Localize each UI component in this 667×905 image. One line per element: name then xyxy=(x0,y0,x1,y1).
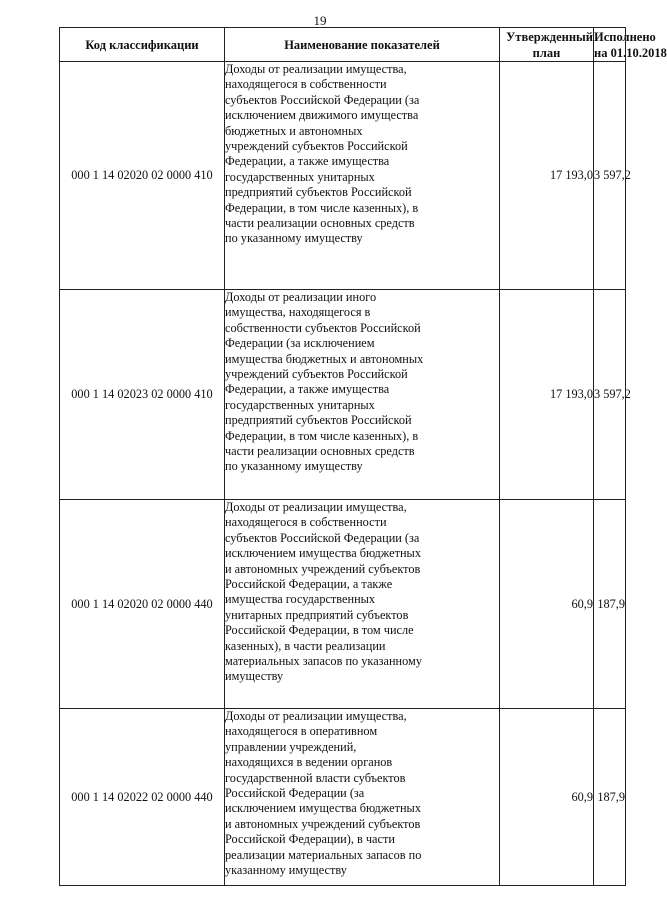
indicator-name-line: государственных унитарных xyxy=(225,169,375,184)
indicator-name-line: имуществу xyxy=(225,669,284,684)
indicator-name-line: и автономных учреждений субъектов xyxy=(225,561,421,576)
indicator-name-line: Российской Федерации), в части xyxy=(225,832,395,847)
table-row xyxy=(60,290,626,500)
header-plan xyxy=(500,28,594,62)
executed-value: 3 597,2 xyxy=(594,62,626,290)
approved-plan-value: 17 193,0 xyxy=(500,290,594,500)
table-row xyxy=(60,709,626,886)
indicator-name-line: субъектов Российской Федерации (за xyxy=(225,92,420,107)
header-done-line1: Исполнено xyxy=(594,29,656,44)
indicator-name-line: по указанному имуществу xyxy=(225,231,363,246)
indicator-name-line: находящихся в ведении органов xyxy=(225,755,393,770)
indicator-name-line: имущества, находящегося в xyxy=(225,305,371,320)
indicator-name-line: реализации материальных запасов по xyxy=(225,847,422,862)
indicator-name-line: субъектов Российской Федерации (за xyxy=(225,530,420,545)
header-name: Наименование показателей xyxy=(225,28,500,62)
header-done-line2: на 01.10.2018 xyxy=(594,45,667,60)
indicator-name-line: унитарных предприятий субъектов xyxy=(225,607,409,622)
indicator-name-line: Доходы от реализации имущества, xyxy=(225,709,407,723)
budget-table xyxy=(59,27,667,886)
table-header-row xyxy=(60,28,626,62)
indicator-name-line: части реализации основных средств xyxy=(225,216,415,231)
approved-plan-value: 60,9 xyxy=(500,709,594,886)
indicator-name-line: предприятий субъектов Российской xyxy=(225,185,412,200)
header-plan-line1: Утвержденный xyxy=(506,29,593,44)
indicator-name-line: указанному имуществу xyxy=(225,863,347,878)
indicator-name-line: и автономных учреждений субъектов xyxy=(225,816,421,831)
indicator-name-line: находящегося в оперативном xyxy=(225,724,378,739)
executed-value: 3 597,2 xyxy=(594,290,626,500)
header-code: Код классификации xyxy=(60,28,225,62)
indicator-name-line: собственности субъектов Российской xyxy=(225,320,421,335)
indicator-name-line: учреждений субъектов Российской xyxy=(225,139,408,154)
indicator-name-line: предприятий субъектов Российской xyxy=(225,413,412,428)
indicator-name-line: Российской Федерации (за xyxy=(225,786,365,801)
indicator-name-line: Доходы от реализации имущества, xyxy=(225,62,407,76)
executed-value: 187,9 xyxy=(594,500,626,709)
indicator-name-line: Доходы от реализации имущества, xyxy=(225,500,407,514)
indicator-name xyxy=(225,709,500,886)
indicator-name-line: находящегося в собственности xyxy=(225,515,387,530)
indicator-name xyxy=(225,62,500,290)
indicator-name xyxy=(225,500,500,709)
indicator-name-line: Федерации, в том числе казенных), в xyxy=(225,200,419,215)
approved-plan-value: 60,9 xyxy=(500,500,594,709)
indicator-name-line: находящегося в собственности xyxy=(225,77,387,92)
classification-code: 000 1 14 02020 02 0000 440 xyxy=(60,500,225,709)
indicator-name-line: Доходы от реализации иного xyxy=(225,290,377,304)
indicator-name-line: по указанному имуществу xyxy=(225,459,363,474)
classification-code: 000 1 14 02020 02 0000 410 xyxy=(60,62,225,290)
header-plan-line2: план xyxy=(532,45,561,60)
indicator-name-line: Федерации, а также имущества xyxy=(225,154,390,169)
classification-code: 000 1 14 02023 02 0000 410 xyxy=(60,290,225,500)
indicator-name-line: управлении учреждений, xyxy=(225,739,357,754)
approved-plan-value: 17 193,0 xyxy=(500,62,594,290)
indicator-name-line: Федерации (за исключением xyxy=(225,336,375,351)
indicator-name-line: бюджетных и автономных xyxy=(225,123,363,138)
table-row xyxy=(60,500,626,709)
indicator-name-line: имущества бюджетных и автономных xyxy=(225,351,424,366)
indicator-name-line: государственных унитарных xyxy=(225,397,375,412)
indicator-name-line: исключением имущества бюджетных xyxy=(225,546,421,561)
indicator-name-line: исключением имущества бюджетных xyxy=(225,801,421,816)
header-done xyxy=(594,28,667,62)
indicator-name-line: Российской Федерации, в том числе xyxy=(225,623,414,638)
indicator-name-line: части реализации основных средств xyxy=(225,444,415,459)
table-row xyxy=(60,62,626,290)
indicator-name-line: учреждений субъектов Российской xyxy=(225,367,408,382)
page-number: 19 xyxy=(313,13,327,28)
indicator-name-line: исключением движимого имущества xyxy=(225,108,419,123)
classification-code: 000 1 14 02022 02 0000 440 xyxy=(60,709,225,886)
indicator-name-line: Российской Федерации, а также xyxy=(225,577,393,592)
indicator-name-line: материальных запасов по указанному xyxy=(225,654,422,669)
indicator-name xyxy=(225,290,500,500)
indicator-name-line: Федерации, а также имущества xyxy=(225,382,390,397)
indicator-name-line: государственной власти субъектов xyxy=(225,770,406,785)
indicator-name-line: казенных), в части реализации xyxy=(225,638,386,653)
indicator-name-line: Федерации, в том числе казенных), в xyxy=(225,428,419,443)
executed-value: 187,9 xyxy=(594,709,626,886)
indicator-name-line: имущества государственных xyxy=(225,592,376,607)
